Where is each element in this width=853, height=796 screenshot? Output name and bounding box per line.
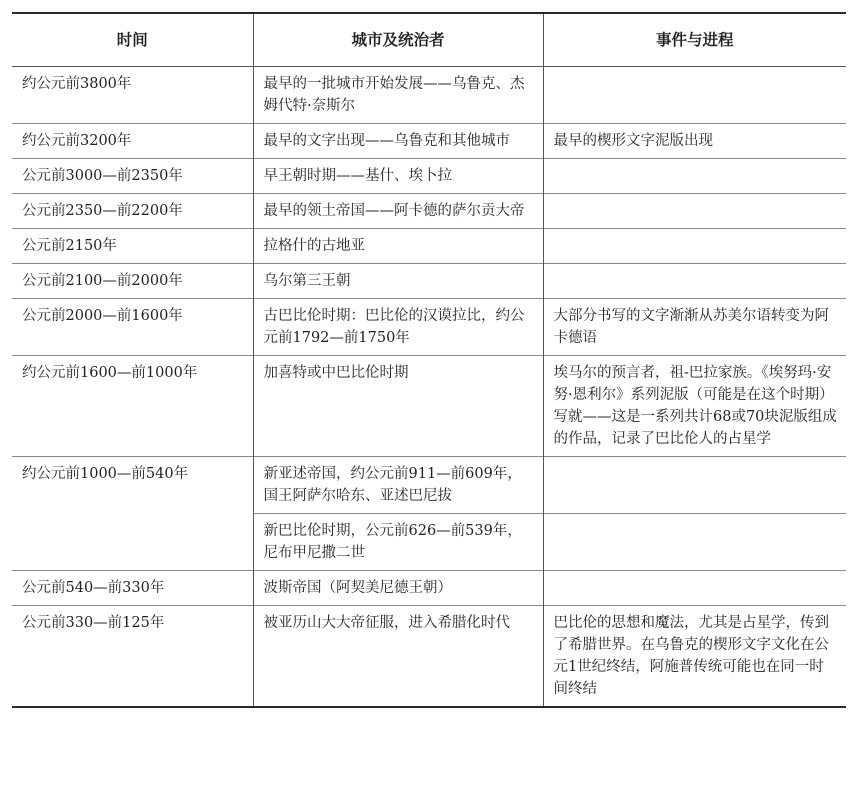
event-cell: 巴比伦的思想和魔法，尤其是占星学，传到了希腊世界。在乌鲁克的楔形文字文化在公元1世纪终结，阿施普传统可能也在同一时间终结 (543, 606, 846, 708)
table-row (12, 299, 846, 356)
city-cell: 最早的文字出现——乌鲁克和其他城市 (253, 124, 543, 159)
event-cell (543, 264, 846, 299)
event-cell (543, 194, 846, 229)
time-cell: 公元前2100—前2000年 (12, 264, 253, 299)
time-cell: 约公元前3200年 (12, 124, 253, 159)
event-cell: 最早的楔形文字泥版出现 (543, 124, 846, 159)
time-cell: 约公元前1000—前540年 (12, 457, 253, 571)
event-cell (543, 457, 846, 514)
time-cell: 公元前2000—前1600年 (12, 299, 253, 356)
event-cell: 埃马尔的预言者，祖-巴拉家族。《埃努玛·安努·恩利尔》系列泥版（可能是在这个时期）写就——这是一系列共计68或70块泥版组成的作品，记录了巴比伦人的占星学 (543, 356, 846, 457)
event-cell (543, 159, 846, 194)
table-row (12, 457, 846, 514)
time-cell: 约公元前3800年 (12, 67, 253, 124)
time-cell: 约公元前1600—前1000年 (12, 356, 253, 457)
city-cell: 早王朝时期——基什、埃卜拉 (253, 159, 543, 194)
city-cell: 最早的领土帝国——阿卡德的萨尔贡大帝 (253, 194, 543, 229)
time-cell: 公元前3000—前2350年 (12, 159, 253, 194)
table-row (12, 67, 846, 124)
city-cell: 古巴比伦时期：巴比伦的汉谟拉比，约公元前1792—前1750年 (253, 299, 543, 356)
header-row (12, 13, 846, 67)
table-row (12, 264, 846, 299)
table-row (12, 124, 846, 159)
time-cell: 公元前2350—前2200年 (12, 194, 253, 229)
event-cell (543, 571, 846, 606)
time-cell: 公元前330—前125年 (12, 606, 253, 708)
header-time: 时间 (12, 13, 253, 67)
city-cell: 新巴比伦时期，公元前626—前539年，尼布甲尼撒二世 (253, 514, 543, 571)
city-cell: 被亚历山大大帝征服，进入希腊化时代 (253, 606, 543, 708)
header-event: 事件与进程 (543, 13, 846, 67)
table-row (12, 194, 846, 229)
time-cell: 公元前540—前330年 (12, 571, 253, 606)
time-cell: 公元前2150年 (12, 229, 253, 264)
city-cell: 加喜特或中巴比伦时期 (253, 356, 543, 457)
table-row (12, 159, 846, 194)
table-row (12, 606, 846, 708)
event-cell (543, 67, 846, 124)
header-city: 城市及统治者 (253, 13, 543, 67)
event-cell (543, 514, 846, 571)
city-cell: 波斯帝国（阿契美尼德王朝） (253, 571, 543, 606)
city-cell: 新亚述帝国，约公元前911—前609年，国王阿萨尔哈东、亚述巴尼拔 (253, 457, 543, 514)
city-cell: 最早的一批城市开始发展——乌鲁克、杰姆代特·奈斯尔 (253, 67, 543, 124)
table-row (12, 356, 846, 457)
table-row (12, 571, 846, 606)
table-row (12, 229, 846, 264)
city-cell: 拉格什的古地亚 (253, 229, 543, 264)
event-cell (543, 229, 846, 264)
chronology-table (12, 12, 846, 708)
event-cell: 大部分书写的文字渐渐从苏美尔语转变为阿卡德语 (543, 299, 846, 356)
city-cell: 乌尔第三王朝 (253, 264, 543, 299)
